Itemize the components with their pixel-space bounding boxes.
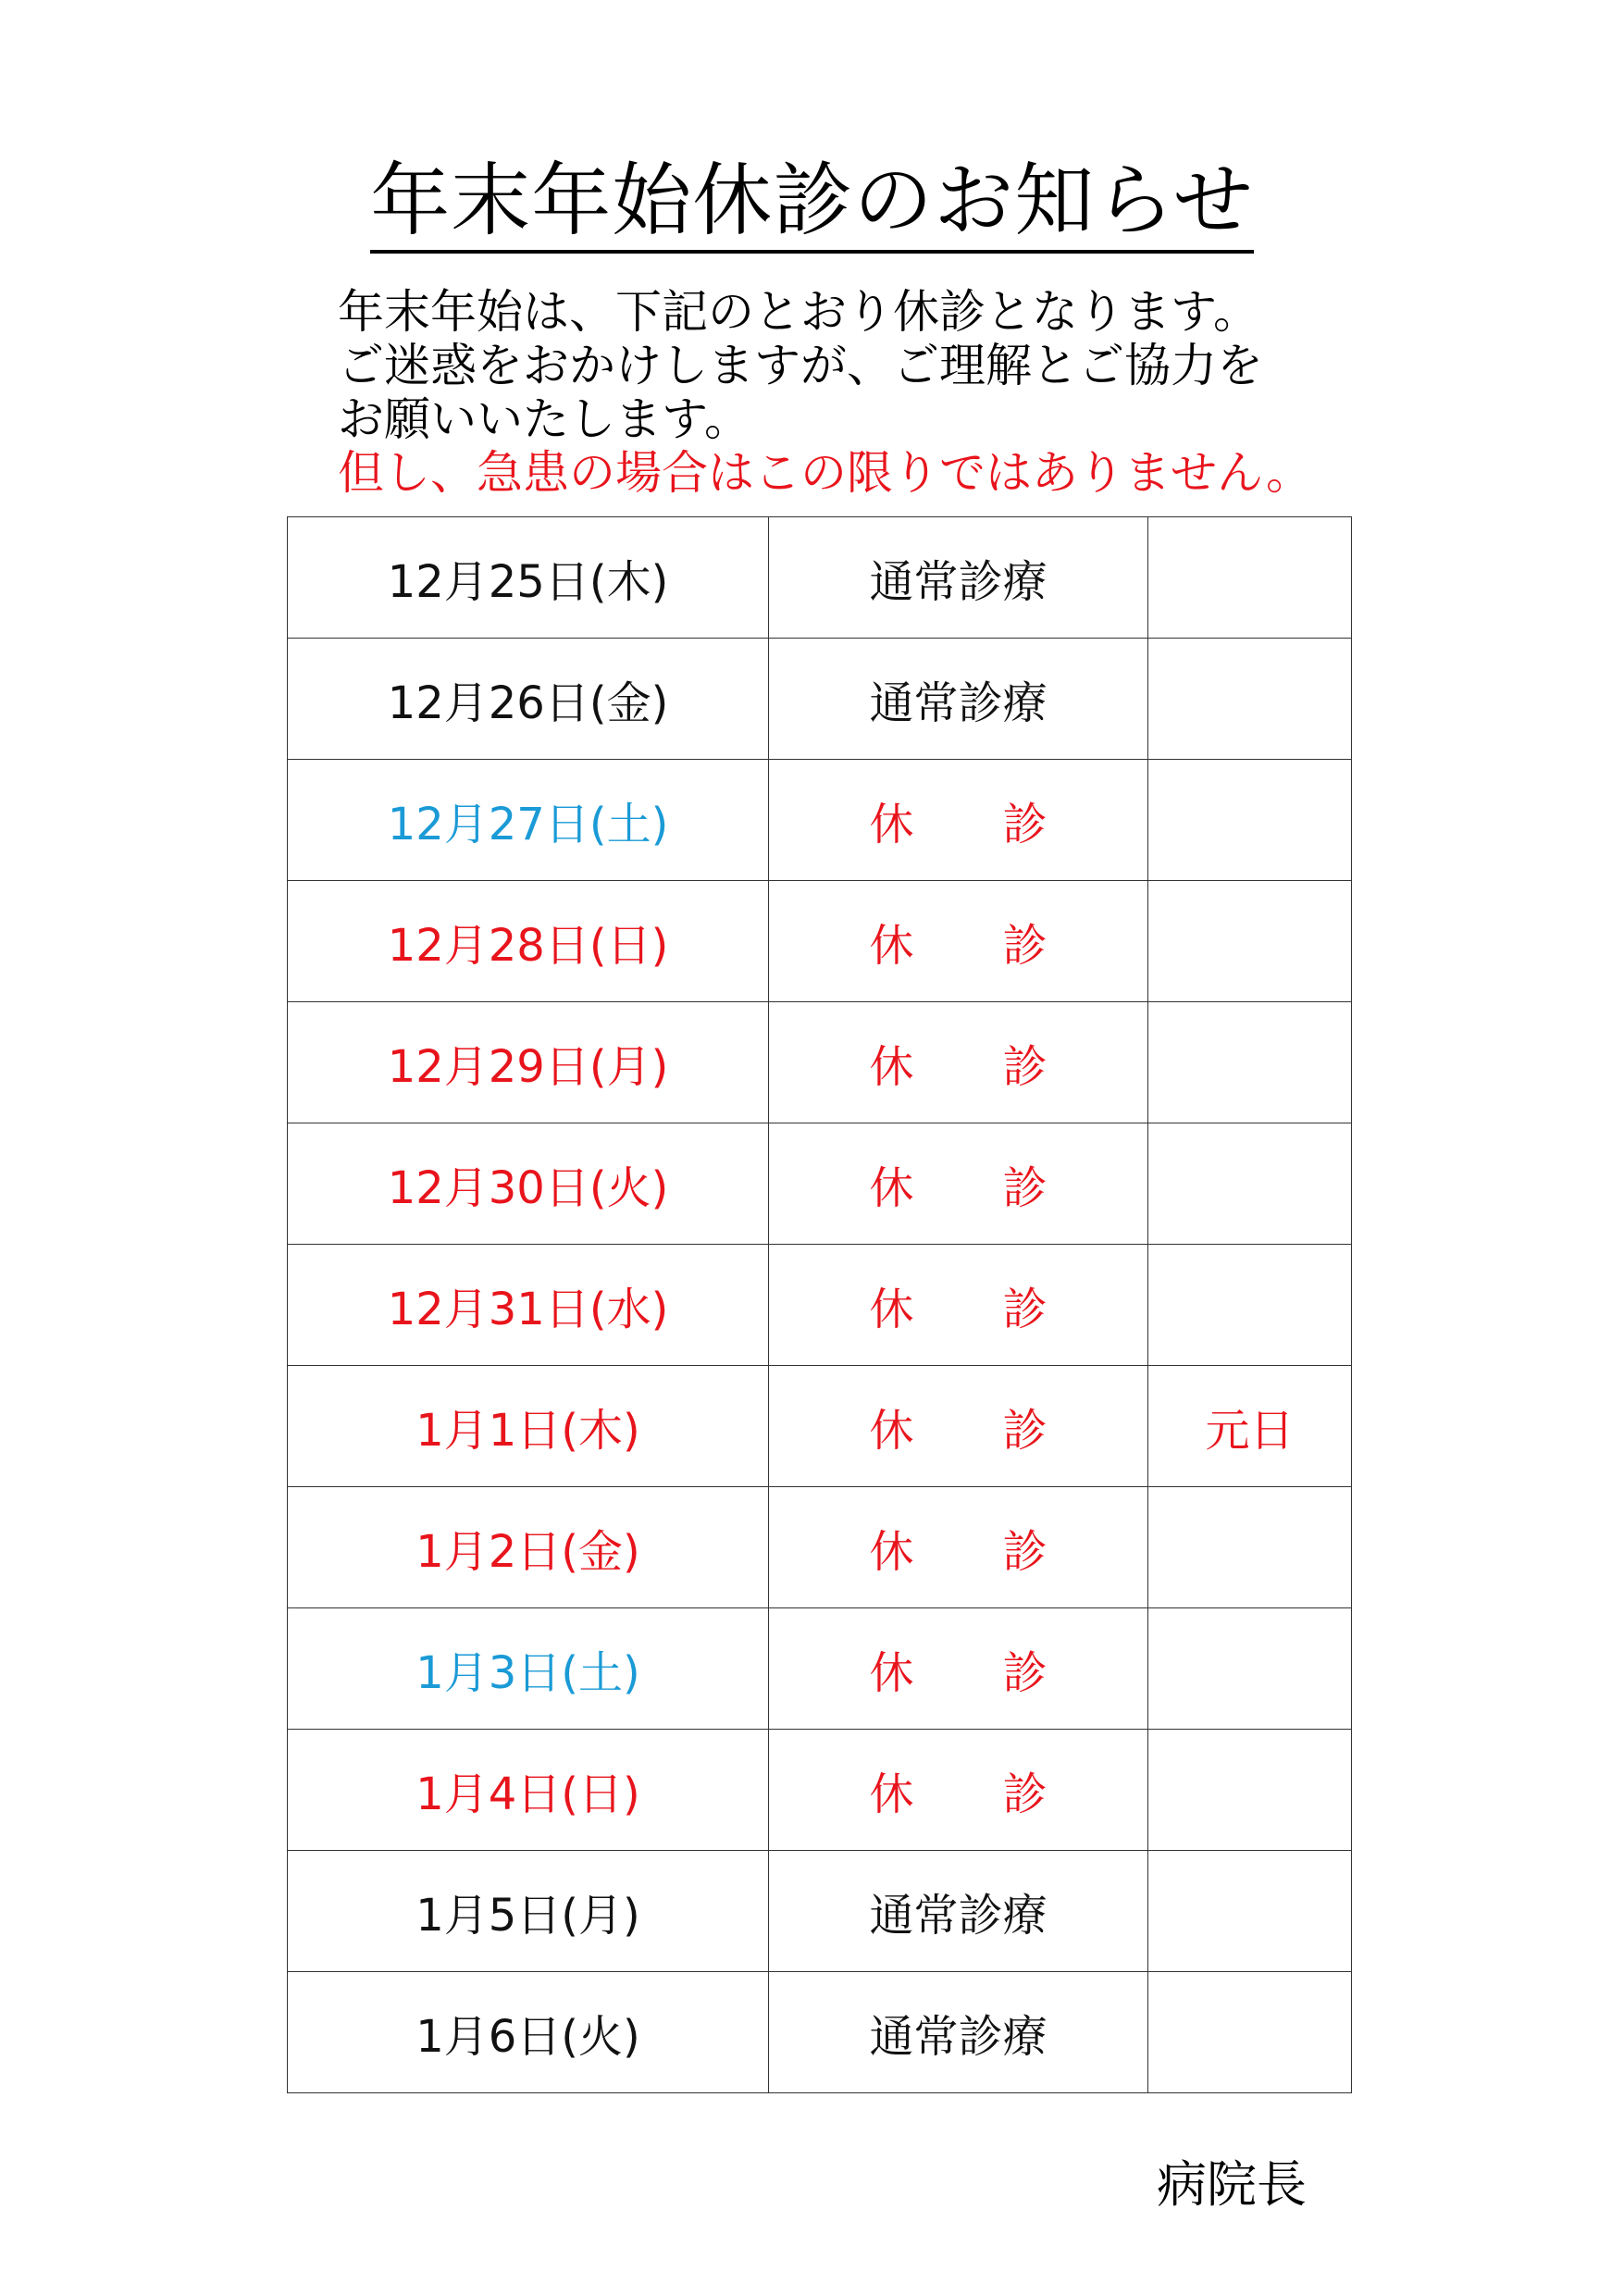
status-cell: 休 診 [769,1245,1148,1366]
date-cell: 1月5日(月) [288,1851,769,1972]
date-cell: 12月31日(水) [288,1245,769,1366]
note-cell [1148,1123,1352,1245]
date-cell: 12月26日(金) [288,639,769,760]
status-cell: 休 診 [769,881,1148,1002]
note-cell [1148,1487,1352,1608]
note-cell: 元日 [1148,1366,1352,1487]
note-cell [1148,1972,1352,2093]
status-cell: 休 診 [769,1366,1148,1487]
date-cell: 1月6日(火) [288,1972,769,2093]
date-cell: 12月25日(木) [288,517,769,639]
status-cell: 休 診 [769,1123,1148,1245]
schedule-row [288,1730,1352,1851]
schedule-row [288,1366,1352,1487]
schedule-row [288,1002,1352,1123]
note-cell [1148,1245,1352,1366]
notice-title-wrapper [0,155,1624,254]
date-cell: 12月30日(火) [288,1123,769,1245]
note-cell [1148,881,1352,1002]
note-cell [1148,1002,1352,1123]
note-cell [1148,639,1352,760]
holiday-schedule-table [287,516,1352,2093]
schedule-row [288,760,1352,881]
schedule-row [288,1245,1352,1366]
notice-title: 年末年始休診のお知らせ [370,159,1253,254]
status-cell: 通常診療 [769,517,1148,639]
schedule-row [288,1487,1352,1608]
intro-line-1: 年末年始は、下記のとおり休診となります。 [338,285,1259,339]
status-cell: 休 診 [769,1730,1148,1851]
schedule-row [288,1608,1352,1730]
date-cell: 1月4日(日) [288,1730,769,1851]
intro-line-3: お願いいたします。 [338,392,750,446]
note-cell [1148,1851,1352,1972]
schedule-row [288,1851,1352,1972]
schedule-row [288,639,1352,760]
status-cell: 休 診 [769,1002,1148,1123]
status-cell: 休 診 [769,760,1148,881]
schedule-row [288,517,1352,639]
date-cell: 12月27日(土) [288,760,769,881]
note-cell [1148,1730,1352,1851]
date-cell: 1月2日(金) [288,1487,769,1608]
status-cell: 通常診療 [769,639,1148,760]
date-cell: 12月28日(日) [288,881,769,1002]
status-cell: 通常診療 [769,1851,1148,1972]
emergency-note: 但し、急患の場合はこの限りではありません。 [338,446,1312,500]
date-cell: 12月29日(月) [288,1002,769,1123]
schedule-row [288,1123,1352,1245]
note-cell [1148,760,1352,881]
intro-line-2: ご迷惑をおかけしますが、ご理解とご協力を [338,339,1263,392]
status-cell: 休 診 [769,1608,1148,1730]
date-cell: 1月3日(土) [288,1608,769,1730]
schedule-row [288,1972,1352,2093]
status-cell: 通常診療 [769,1972,1148,2093]
note-cell [1148,1608,1352,1730]
intro-text [338,285,1411,500]
schedule-body [288,517,1352,2093]
note-cell [1148,517,1352,639]
schedule-row [288,881,1352,1002]
signature: 病院長 [1157,2155,1307,2214]
date-cell: 1月1日(木) [288,1366,769,1487]
status-cell: 休 診 [769,1487,1148,1608]
